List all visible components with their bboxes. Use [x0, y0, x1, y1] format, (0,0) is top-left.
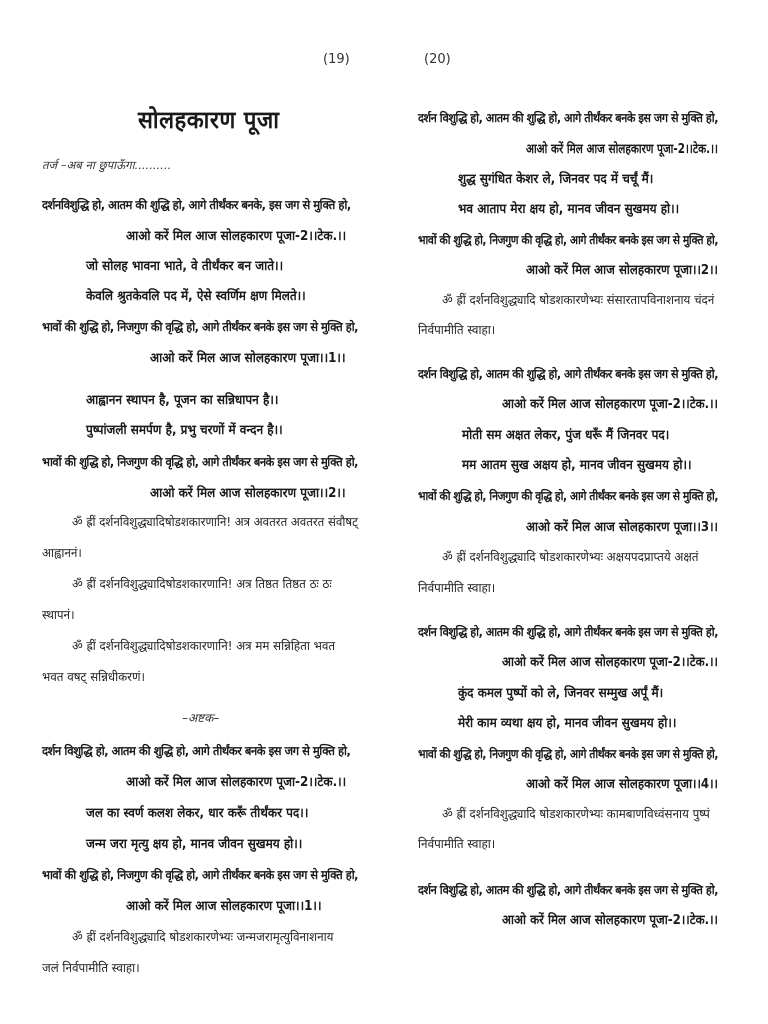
refrain-line: दर्शन विशुद्धि हो, आतम की शुद्धि हो, आगे तीर्थंकर बनके इस जग से मुक्ति हो,: [418, 625, 718, 639]
refrain-line: भावों की शुद्धि हो, निजगुण की वृद्धि हो, आगे तीर्थंकर बनके इस जग से मुक्ति हो,: [418, 747, 719, 761]
mantra-line: आह्वाननं।: [42, 545, 82, 560]
verse-line: पुष्पांजली समर्पण है, प्रभु चरणों में वन्दन है।।: [86, 423, 283, 438]
verse-line: जन्म जरा मृत्यु क्षय हो, मानव जीवन सुखमय हो।।: [86, 837, 303, 852]
verse-line: मम आतम सुख अक्षय हो, मानव जीवन सुखमय हो।।: [462, 458, 692, 473]
refrain-line: आओ करें मिल आज सोलहकारण पूजा-2।।टेक.।।: [126, 775, 347, 790]
refrain-line: आओ करें मिल आज सोलहकारण पूजा-2।।टेक.।।: [502, 655, 718, 670]
verse-line: शुद्ध सुगंधित केशर ले, जिनवर पद में चर्चूं मैं।: [458, 172, 654, 187]
verse-line: केवलि श्रुतकेवलि पद में, ऐसे स्वर्णिम क्षण मिलते।।: [86, 289, 306, 304]
mantra-line: ॐ ह्रीं दर्शनविशुद्ध्यादि षोडशकारणेभ्यः अक्षयपदप्राप्तये अक्षतं: [442, 549, 699, 564]
mantra-line: निर्वपामीति स्वाहा।: [418, 580, 496, 595]
verse-line: मोती सम अक्षत लेकर, पुंज धरूँ मैं जिनवर पद।: [462, 428, 670, 443]
page-title: सोलहकारण पूजा: [138, 106, 280, 134]
verse-line: आह्वानन स्थापन है, पूजन का सन्निधापन है।।: [86, 393, 279, 408]
mantra-line: ॐ ह्रीं दर्शनविशुद्ध्यादिषोडशकारणानि! अत्र तिष्ठत तिष्ठत ठः ठः: [72, 576, 332, 591]
verse-line: जो सोलह भावना भाते, वे तीर्थंकर बन जाते।।: [86, 259, 284, 274]
verse-line: जल का स्वर्ण कलश लेकर, धार करूँ तीर्थंकर पद।।: [86, 806, 309, 821]
refrain-line: आओ करें मिल आज सोलहकारण पूजा-2।।टेक.।।: [126, 229, 347, 244]
refrain-line: आओ करें मिल आज सोलहकारण पूजा।।2।।: [526, 263, 718, 278]
mantra-line: ॐ ह्रीं दर्शनविशुद्ध्यादिषोडशकारणानि! अत्र अवतरत अवतरत संवौषट्: [72, 514, 359, 529]
mantra-line: ॐ ह्रीं दर्शनविशुद्ध्यादि षोडशकारणेभ्यः कामबाणविध्वंसनाय पुष्पं: [442, 806, 710, 821]
verse-line: भव आताप मेरा क्षय हो, मानव जीवन सुखमय हो।।: [458, 202, 680, 217]
refrain-line: दर्शन विशुद्धि हो, आतम की शुद्धि हो, आगे तीर्थंकर बनके इस जग से मुक्ति हो,: [418, 883, 718, 897]
mantra-line: जलं निर्वपामीति स्वाहा।: [42, 960, 140, 975]
refrain-line: आओ करें मिल आज सोलहकारण पूजा-2।।टेक.।।: [526, 142, 719, 157]
refrain-line: आओ करें मिल आज सोलहकारण पूजा।।4।।: [526, 777, 718, 792]
refrain-line: दर्शन विशुद्धि हो, आतम की शुद्धि हो, आगे तीर्थंकर बनके इस जग से मुक्ति हो,: [418, 111, 718, 125]
refrain-line: आओ करें मिल आज सोलहकारण पूजा।।1।।: [126, 899, 322, 914]
section-heading: –अष्टक–: [182, 711, 220, 725]
mantra-line: स्थापनं।: [42, 607, 75, 622]
mantra-line: निर्वपामीति स्वाहा।: [418, 836, 496, 851]
refrain-line: आओ करें मिल आज सोलहकारण पूजा।।2।।: [150, 486, 346, 501]
mantra-line: भवत वषट् सन्निधीकरणं।: [42, 669, 145, 684]
page-number-left: (19): [323, 52, 350, 67]
mantra-line: ॐ ह्रीं दर्शनविशुद्ध्यादि षोडशकारणेभ्यः संसारतापविनाशनाय चंदनं: [442, 292, 715, 307]
mantra-line: ॐ ह्रीं दर्शनविशुद्ध्यादि षोडशकारणेभ्यः जन्मजरामृत्युविनाशनाय: [72, 929, 334, 944]
tune-note: तर्ज –अब ना छुपाऊँगा..........: [42, 158, 172, 172]
refrain-line: आओ करें मिल आज सोलहकारण पूजा-2।।टेक.।।: [502, 397, 718, 412]
refrain-line: भावों की शुद्धि हो, निजगुण की वृद्धि हो, आगे तीर्थंकर बनके इस जग से मुक्ति हो,: [418, 489, 719, 503]
refrain-line: दर्शन विशुद्धि हो, आतम की शुद्धि हो, आगे तीर्थंकर बनके इस जग से मुक्ति हो,: [42, 744, 351, 758]
verse-line: कुंद कमल पुष्पों को ले, जिनवर सम्मुख अर्पूं मैं।: [458, 686, 664, 701]
refrain-line: भावों की शुद्धि हो, निजगुण की वृद्धि हो, आगे तीर्थंकर बनके इस जग से मुक्ति हो,: [42, 868, 358, 882]
refrain-line: भावों की शुद्धि हो, निजगुण की वृद्धि हो, आगे तीर्थंकर बनके इस जग से मुक्ति हो,: [42, 455, 358, 469]
refrain-line: भावों की शुद्धि हो, निजगुण की वृद्धि हो, आगे तीर्थंकर बनके इस जग से मुक्ति हो,: [42, 320, 358, 334]
refrain-line: भावों की शुद्धि हो, निजगुण की वृद्धि हो, आगे तीर्थंकर बनके इस जग से मुक्ति हो,: [418, 233, 719, 247]
mantra-line: ॐ ह्रीं दर्शनविशुद्ध्यादिषोडशकारणानि! अत्र मम सन्निहिता भवत: [72, 638, 336, 653]
refrain-line: दर्शनविशुद्धि हो, आतम की शुद्धि हो, आगे तीर्थंकर बनके, इस जग से मुक्ति हो,: [42, 198, 351, 212]
verse-line: मेरी काम व्यथा क्षय हो, मानव जीवन सुखमय हो।।: [458, 716, 677, 731]
page-number-right: (20): [424, 52, 451, 67]
mantra-line: निर्वपामीति स्वाहा।: [418, 322, 496, 337]
refrain-line: दर्शन विशुद्धि हो, आतम की शुद्धि हो, आगे तीर्थंकर बनके इस जग से मुक्ति हो,: [418, 367, 718, 381]
refrain-line: आओ करें मिल आज सोलहकारण पूजा-2।।टेक.।।: [502, 913, 718, 928]
refrain-line: आओ करें मिल आज सोलहकारण पूजा।।1।।: [150, 351, 346, 366]
refrain-line: आओ करें मिल आज सोलहकारण पूजा।।3।।: [526, 520, 718, 535]
